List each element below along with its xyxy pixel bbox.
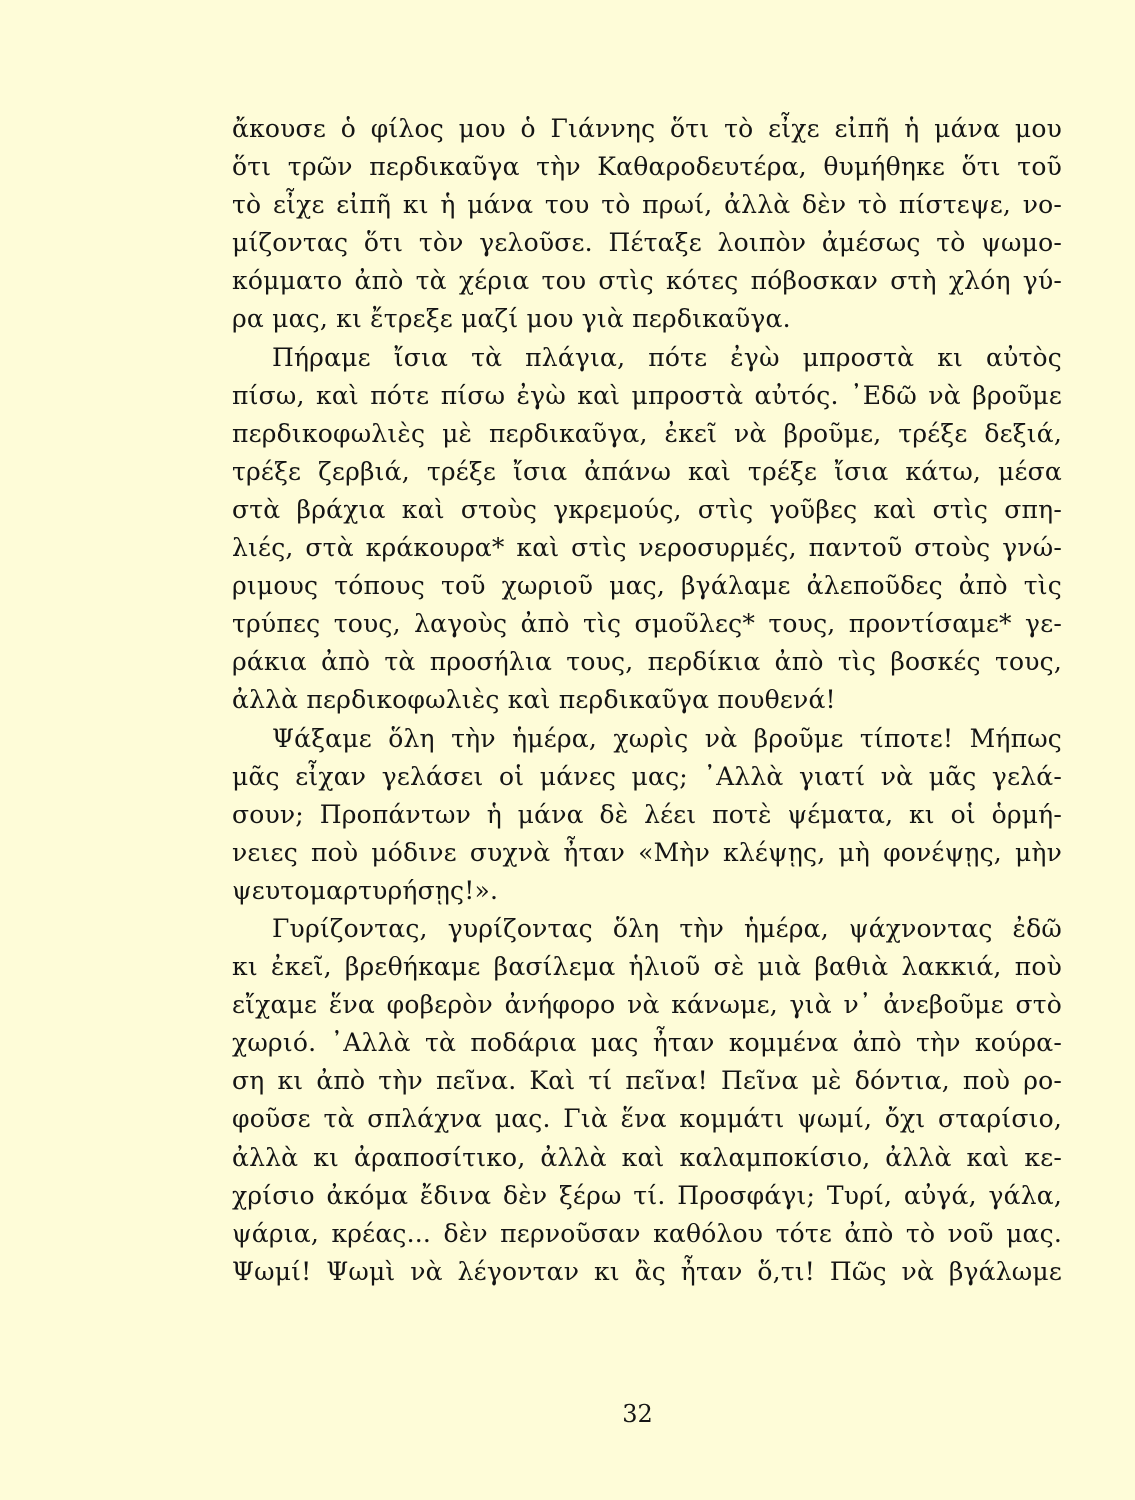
text-line: Γυρίζοντας, γυρίζοντας ὅλη τὴν ἡμέρα, ψάχνοντας ἐδῶ	[272, 913, 1062, 943]
text-line: εἴχαμε ἕνα φοβερὸν ἀνήφορο νὰ κάνωμε, γιὰ ν᾿ ἀνεβοῦμε στὸ	[232, 990, 1062, 1020]
text-line: ράκια ἀπὸ τὰ προσήλια τους, περδίκια ἀπὸ τὶς βοσκές τους,	[232, 647, 1062, 677]
text-line: ἄκουσε ὁ φίλος μου ὁ Γιάννης ὅτι τὸ εἶχε εἰπῆ ἡ μάνα μου	[232, 114, 1062, 143]
text-line: ψάρια, κρέας... δὲν περνοῦσαν καθόλου τότε ἀπὸ τὸ νοῦ μας.	[232, 1218, 1062, 1248]
text-line: χρίσιο ἀκόμα ἔδινα δὲν ξέρω τί. Προσφάγι; Τυρί, αὐγά, γάλα,	[232, 1180, 1062, 1210]
text-line: ὅτι τρῶν περδικαῦγα τὴν Καθαροδευτέρα, θυμήθηκε ὅτι τοῦ	[232, 152, 1062, 182]
text-line: τὸ εἶχε εἰπῆ κι ἡ μάνα του τὸ πρωί, ἀλλὰ δὲν τὸ πίστεψε, νο-	[232, 190, 1062, 220]
text-line: κόμματο ἀπὸ τὰ χέρια του στὶς κότες πόβοσκαν στὴ χλόη γύ-	[232, 266, 1062, 296]
text-line: περδικοφωλιὲς μὲ περδικαῦγα, ἐκεῖ νὰ βροῦμε, τρέξε δεξιά,	[232, 418, 1062, 448]
text-line: μᾶς εἶχαν γελάσει οἱ μάνες μας; ᾿Αλλὰ γιατί νὰ μᾶς γελά-	[232, 761, 1062, 791]
text-line: ἀλλὰ κι ἀραποσίτικο, ἀλλὰ καὶ καλαμποκίσιο, ἀλλὰ καὶ κε-	[232, 1142, 1062, 1172]
text-line: στὰ βράχια καὶ στοὺς γκρεμούς, στὶς γοῦβες καὶ στὶς σπη-	[232, 494, 1062, 524]
page-number: 32	[622, 1400, 653, 1428]
text-line: φοῦσε τὰ σπλάχνα μας. Γιὰ ἕνα κομμάτι ψωμί, ὄχι σταρίσιο,	[232, 1104, 1062, 1134]
text-line: ριμους τόπους τοῦ χωριοῦ μας, βγάλαμε ἀλεποῦδες ἀπὸ τὶς	[232, 571, 1062, 601]
text-line: Ψωμί! Ψωμὶ νὰ λέγονταν κι ἂς ἦταν ὅ,τι! Πῶς νὰ βγάλωμε	[232, 1256, 1062, 1286]
text-line: τρύπες τους, λαγοὺς ἀπὸ τὶς σμοῦλες* τους, προντίσαμε* γε-	[232, 609, 1062, 639]
text-line: Ψάξαμε ὅλη τὴν ἡμέρα, χωρὶς νὰ βροῦμε τίποτε! Μήπως	[272, 723, 1062, 753]
text-line: ση κι ἀπὸ τὴν πεῖνα. Καὶ τί πεῖνα! Πεῖνα μὲ δόντια, ποὺ ρο-	[232, 1066, 1062, 1096]
text-line: ψευτομαρτυρήσῃς!».	[232, 875, 499, 905]
text-line: λιές, στὰ κράκουρα* καὶ στὶς νεροσυρμές, παντοῦ στοὺς γνώ-	[232, 533, 1062, 563]
text-line: μίζοντας ὅτι τὸν γελοῦσε. Πέταξε λοιπὸν ἀμέσως τὸ ψωμο-	[232, 228, 1062, 258]
text-line: νειες ποὺ μόδινε συχνὰ ἦταν «Μὴν κλέψῃς, μὴ φονέψῃς, μὴν	[232, 837, 1062, 867]
text-line: Πήραμε ἴσια τὰ πλάγια, πότε ἐγὼ μπροστὰ κι αὐτὸς	[272, 342, 1062, 372]
text-line: ρα μας, κι ἔτρεξε μαζί μου γιὰ περδικαῦγα.	[232, 304, 791, 334]
text-line: σουν; Προπάντων ἡ μάνα δὲ λέει ποτὲ ψέματα, κι οἱ ὁρμή-	[232, 799, 1062, 829]
text-line: πίσω, καὶ πότε πίσω ἐγὼ καὶ μπροστὰ αὐτός. ᾿Εδῶ νὰ βροῦμε	[232, 380, 1062, 410]
text-line: τρέξε ζερβιά, τρέξε ἴσια ἀπάνω καὶ τρέξε ἴσια κάτω, μέσα	[232, 456, 1062, 486]
text-line: ἀλλὰ περδικοφωλιὲς καὶ περδικαῦγα πουθενά!	[232, 685, 836, 715]
text-line: χωριό. ᾿Αλλὰ τὰ ποδάρια μας ἦταν κομμένα ἀπὸ τὴν κούρα-	[232, 1028, 1062, 1058]
body-text	[232, 110, 1062, 1291]
text-line: κι ἐκεῖ, βρεθήκαμε βασίλεμα ἡλιοῦ σὲ μιὰ βαθιὰ λακκιά, ποὺ	[232, 952, 1062, 982]
